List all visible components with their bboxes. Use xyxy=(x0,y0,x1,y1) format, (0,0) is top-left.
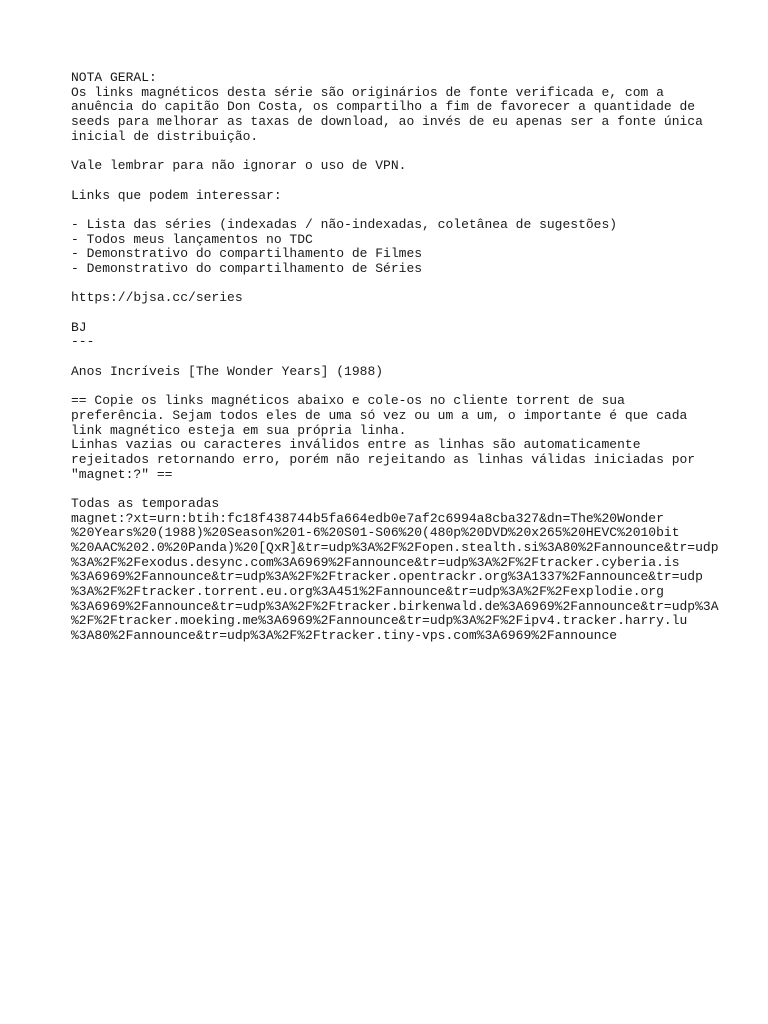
text-line: rejeitados retornando erro, porém não rejeitando as linhas válidas iniciadas por xyxy=(71,451,696,467)
text-line: Linhas vazias ou caracteres inválidos entre as linhas são automaticamente xyxy=(71,437,641,453)
document-text xyxy=(71,71,761,644)
text-line: Links que podem interessar: xyxy=(71,187,282,203)
text-line: anuência do capitão Don Costa, os compartilho a fim de favorecer a quantidade de xyxy=(71,99,696,115)
text-line: %3A%2F%2Fexodus.desync.com%3A6969%2Fannounce&tr=udp%3A%2F%2Ftracker.cyberia.is xyxy=(71,554,680,570)
text-line: - Demonstrativo do compartilhamento de Filmes xyxy=(71,246,423,262)
text-line: %2F%2Ftracker.moeking.me%3A6969%2Fannounce&tr=udp%3A%2F%2Fipv4.tracker.harry.lu xyxy=(71,613,688,629)
text-line: preferência. Sejam todos eles de uma só vez ou um a um, o importante é que cada xyxy=(71,407,688,423)
text-line: inicial de distribuição. xyxy=(71,128,259,144)
text-line: Vale lembrar para não ignorar o uso de VPN. xyxy=(71,158,407,174)
text-line: %3A6969%2Fannounce&tr=udp%3A%2F%2Ftracker.opentrackr.org%3A1337%2Fannounce&tr=udp xyxy=(71,569,703,585)
text-line: magnet:?xt=urn:btih:fc18f438744b5fa664edb0e7af2c6994a8cba327&dn=The%20Wonder xyxy=(71,510,664,526)
blank-line xyxy=(71,277,761,292)
text-line: Todas as temporadas xyxy=(71,495,220,511)
text-line: NOTA GERAL: xyxy=(71,70,157,85)
text-line: Anos Incríveis [The Wonder Years] (1988) xyxy=(71,363,384,379)
text-line: - Lista das séries (indexadas / não-indexadas, coletânea de sugestões) xyxy=(71,216,618,232)
text-line: %3A6969%2Fannounce&tr=udp%3A%2F%2Ftracker.birkenwald.de%3A6969%2Fannounce&tr=udp%3A xyxy=(71,598,719,614)
text-line: link magnético esteja em sua própria linha. xyxy=(71,422,407,438)
blank-line xyxy=(71,174,761,189)
text-line: %3A%2F%2Ftracker.torrent.eu.org%3A451%2Fannounce&tr=udp%3A%2F%2Fexplodie.org xyxy=(71,584,664,600)
text-line: --- xyxy=(71,334,95,350)
text-line: seeds para melhorar as taxas de download, ao invés de eu apenas ser a fonte única xyxy=(71,114,703,130)
text-line: %20AAC%202.0%20Panda)%20[QxR]&tr=udp%3A%2F%2Fopen.stealth.si%3A80%2Fannounce&tr=udp xyxy=(71,540,719,555)
blank-line xyxy=(71,379,761,394)
blank-line xyxy=(71,144,761,159)
blank-line xyxy=(71,482,761,497)
blank-line xyxy=(71,306,761,321)
text-line: %20Years%20(1988)%20Season%201-6%20S01-S06%20(480p%20DVD%20x265%20HEVC%2010bit xyxy=(71,525,680,541)
text-line: https://bjsa.cc/series xyxy=(71,290,243,306)
text-line: == Copie os links magnéticos abaixo e cole-os no cliente torrent de sua xyxy=(71,393,625,409)
text-line: "magnet:?" == xyxy=(71,466,173,482)
text-line: Os links magnéticos desta série são originários de fonte verificada e, com a xyxy=(71,84,664,100)
text-line: BJ xyxy=(71,319,87,335)
blank-line xyxy=(71,203,761,218)
text-line: - Demonstrativo do compartilhamento de Séries xyxy=(71,260,423,276)
blank-line xyxy=(71,350,761,365)
text-line: - Todos meus lançamentos no TDC xyxy=(71,231,313,247)
text-line: %3A80%2Fannounce&tr=udp%3A%2F%2Ftracker.tiny-vps.com%3A6969%2Fannounce xyxy=(71,628,618,644)
